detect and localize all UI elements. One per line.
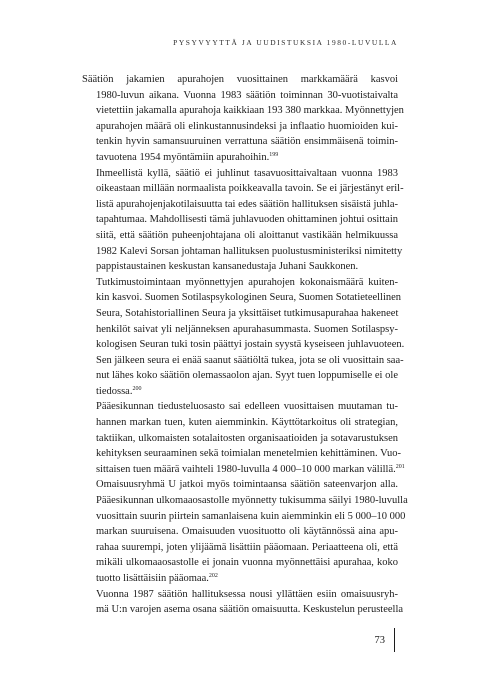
text-line: mä U:n varojen asema osana säätiön omaisuutta. Keskustelun perusteella <box>96 604 404 616</box>
text-line: pappistaustainen keskustan kansanedustaja Juhani Saukkonen. <box>96 261 359 273</box>
text-line: markan suuruisena. Omaisuuden vuosituotto oli käytännössä aina apu- <box>96 526 398 538</box>
footnote-ref: 201 <box>395 463 405 470</box>
paragraph <box>82 275 405 400</box>
text-line: Tutkimustoimintaan myönnettyjen apurahojen kokonaismäärä kuiten- <box>96 276 398 288</box>
text-line: siitä, että säätiön puheenjohtajana oli aloittanut vastikään helmikuussa <box>96 229 398 241</box>
text-line: nut lähes koko säätiön olemassaolon ajan. Syyt tuen loppumiselle ei ole <box>96 370 398 382</box>
paragraph <box>82 166 404 275</box>
text-line: 1980-luvun aikana. Vuonna 1983 säätiön toiminnan 30-vuotistaivalta <box>96 89 398 101</box>
text-line: henkilöt saivat yli neljänneksen apurahasummasta. Suomen Sotilaspsy- <box>96 323 398 335</box>
text-line: mikäli ulkomaaosastolle ei jonain vuonna myönnettäisi apurahaa, koko <box>96 557 398 569</box>
body-text <box>82 72 408 618</box>
paragraph <box>82 399 405 477</box>
text-line: kologisen Seuran tuki tosin päättyi jostain syystä kyseiseen juhlavuoteen. <box>96 339 405 351</box>
text-line: Sen jälkeen seura ei enää saanut säätiöltä tukea, jota se oli vuosittain saa- <box>96 354 404 366</box>
text-line: oikeastaan millään normaalista poikkeavalla tavoin. Se ei järjestänyt eril- <box>96 183 404 195</box>
text-line: vietettiin jakamalla apurahoja kaikkiaan 193 380 markkaa. Myönnettyjen <box>96 105 404 117</box>
running-head: PYSYVYYTTÄ JA UUDISTUKSIA 1980-LUVULLA <box>173 38 398 47</box>
paragraph <box>82 587 404 618</box>
text-line: tenkin hyvin samansuuruinen verrattuna säätiön ensimmäisenä toimin- <box>96 136 398 148</box>
footnote-ref: 202 <box>208 573 218 579</box>
text-line: tiedossa.$^{200}$ <box>96 385 142 397</box>
text-line: Seura, Sotahistoriallinen Seura ja yksittäiset tutkimusapurahaa hakeneet <box>96 307 399 319</box>
paragraph <box>82 72 404 166</box>
text-line: apurahojen määrä oli elinkustannusindeksi ja inflaatio huomioiden kui- <box>96 120 398 132</box>
text-line: taktiikan, ulkomaisten sotalaitosten organisaatioiden ja sotavarustuksen <box>96 432 398 444</box>
text-line: 1982 Kalevi Sorsan johtaman hallituksen puolustusministeriksi nimitetty <box>96 245 403 257</box>
text-line: hannen markan tuen, kuten aiemminkin. Käyttötarkoitus oli strategian, <box>96 417 398 429</box>
text-line: tapahtumaa. Mahdollisesti tämä juhlavuoden ohittaminen johtui osittain <box>96 214 398 226</box>
text-line: kehityksen seuraaminen sekä toimialan menetelmien kehittäminen. Vuo- <box>96 448 402 460</box>
page-number: 73 <box>374 635 385 646</box>
footnote-ref: 200 <box>132 385 142 392</box>
text-line: tavuotena 1954 myöntämiin apurahoihin.$^{199}$ <box>96 151 279 163</box>
text-line: rahaa suurempi, joten ylijäämä lisättiin pääomaan. Periaatteena oli, että <box>96 541 398 553</box>
text-line: Säätiön jakamien apurahojen vuosittainen markkamäärä kasvoi <box>82 74 398 85</box>
text-line: Pääesikunnan ulkomaaosastolle myönnetty tukisumma säilyi 1980-luvulla <box>96 495 408 507</box>
text-line: Pääesikunnan tiedusteluosasto sai edelleen vuosittaisen muutaman tu- <box>96 401 398 413</box>
footnote-ref: 199 <box>269 151 279 158</box>
text-line: sittaisen tuen määrä vaihteli 1980-luvulla 4 000–10 000 markan välillä.$^{201}$ <box>96 463 405 475</box>
text-line: listä apurahojenjakotilaisuutta tai edes säätiön hallituksen sisäistä juhla- <box>96 198 398 210</box>
page-number-rule <box>394 628 395 652</box>
text-line: Ihmeellistä kyllä, säätiö ei juhlinut tasavuosittaivaltaan vuonna 1983 <box>96 167 398 179</box>
text-line: Omaisuusryhmä U jatkoi myös toimintaansa säätiön sateenvarjon alla. <box>96 479 398 491</box>
text-line: tuotto lisättäisiin pääomaa.$^{202}$ <box>96 573 218 584</box>
text-line: vuosittain suurin piirtein samanlaisena kuin aiemminkin eli 5 000–10 000 <box>96 510 406 522</box>
text-line: Vuonna 1987 säätiön hallituksessa nousi yllättäen esiin omaisuusryh- <box>96 588 398 600</box>
text-line: kin kasvoi. Suomen Sotilaspsykologinen Seura, Suomen Sotatieteellinen <box>96 292 402 304</box>
paragraph <box>82 477 408 586</box>
